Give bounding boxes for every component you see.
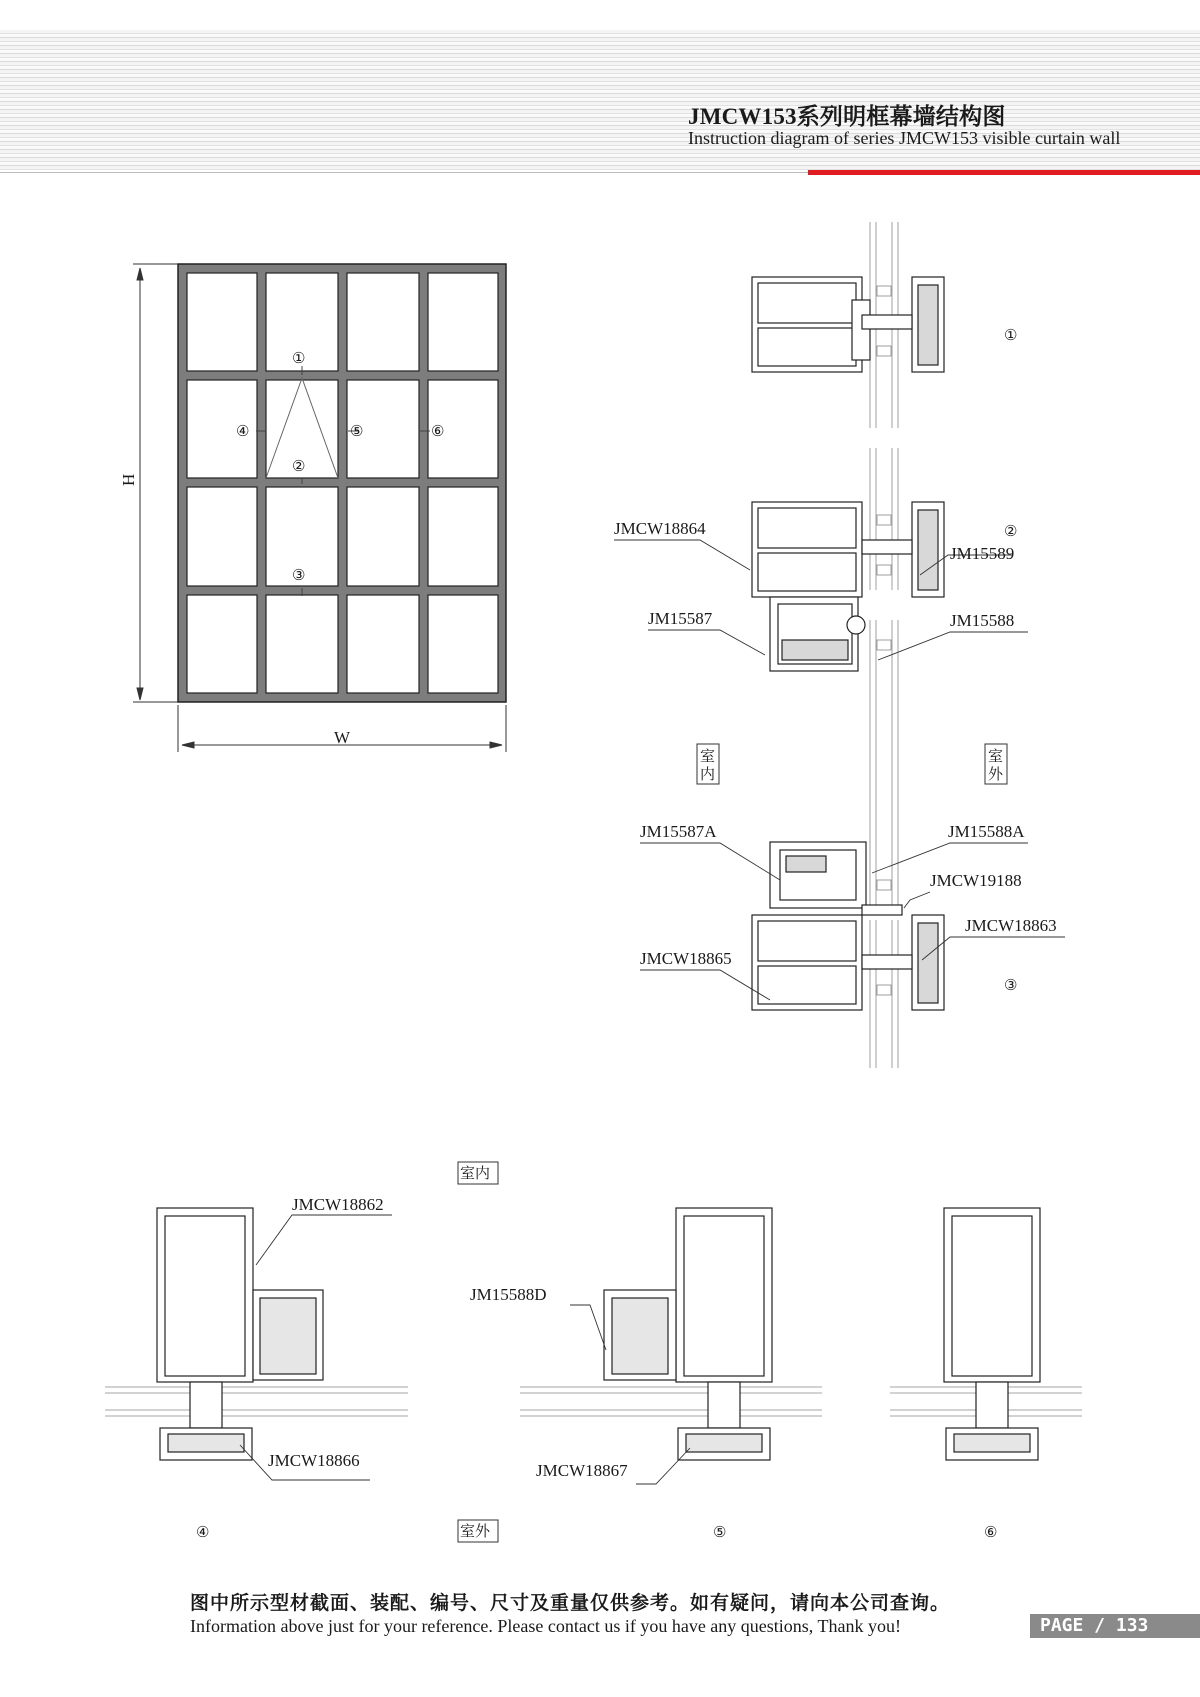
section-marker-1: ① [1004, 328, 1018, 344]
transom-1 [752, 277, 944, 372]
label-jm15589: JM15589 [950, 544, 1015, 563]
label-jmcw18865: JMCW18865 [640, 949, 732, 968]
indoor-label-vertical: 室内 [700, 747, 716, 783]
footer-note-en: Information above just for your reference. Please contact us if you have any questions, Thank you! [190, 1616, 901, 1636]
mullion-4 [157, 1208, 323, 1460]
label-jmcw18866: JMCW18866 [268, 1451, 360, 1470]
label-jmcw18867: JMCW18867 [536, 1461, 628, 1480]
marker-1: ① [292, 351, 306, 367]
label-jm15588: JM15588 [950, 611, 1015, 630]
marker-3: ③ [292, 568, 306, 584]
label-jmcw18863: JMCW18863 [965, 916, 1057, 935]
section-marker-6: ⑥ [984, 1525, 998, 1541]
section-marker-4: ④ [196, 1525, 210, 1541]
elevation-view [119, 264, 506, 752]
indoor-label-horizontal: 室内 [460, 1164, 491, 1182]
transom-3 [752, 842, 944, 1010]
mullion-5 [604, 1208, 772, 1460]
label-jm15588a: JM15588A [948, 822, 1025, 841]
label-jm15587a: JM15587A [640, 822, 717, 841]
height-label: H [119, 473, 138, 486]
outdoor-label-vertical: 室外 [988, 747, 1004, 783]
footer-note-cn: 图中所示型材截面、装配、编号、尺寸及重量仅供参考。如有疑问，请向本公司查询。 [190, 1592, 951, 1614]
marker-4: ④ [236, 424, 250, 440]
label-jmcw19188: JMCW19188 [930, 871, 1022, 890]
label-jm15588d: JM15588D [470, 1285, 547, 1304]
marker-5: ⑤ [350, 424, 364, 440]
page-number: PAGE / 133 [1040, 1615, 1149, 1636]
width-label: W [334, 728, 351, 747]
horizontal-sections [105, 1208, 1082, 1484]
section-marker-5: ⑤ [713, 1525, 727, 1541]
marker-6: ⑥ [431, 424, 445, 440]
glass-units [870, 222, 898, 1068]
label-jmcw18864: JMCW18864 [614, 519, 706, 538]
section-marker-3: ③ [1004, 978, 1018, 994]
label-jm15587: JM15587 [648, 609, 713, 628]
section-marker-2: ② [1004, 524, 1018, 540]
page-subtitle: Instruction diagram of series JMCW153 visible curtain wall [688, 128, 1121, 148]
vertical-section [614, 222, 1065, 1068]
marker-2: ② [292, 459, 306, 475]
label-jmcw18862: JMCW18862 [292, 1195, 384, 1214]
horizontal-glass [105, 1387, 1082, 1416]
outdoor-label-horizontal: 室外 [460, 1522, 491, 1540]
mullion-6 [944, 1208, 1040, 1460]
page-title: JMCW153系列明框幕墙结构图 [688, 104, 1006, 129]
